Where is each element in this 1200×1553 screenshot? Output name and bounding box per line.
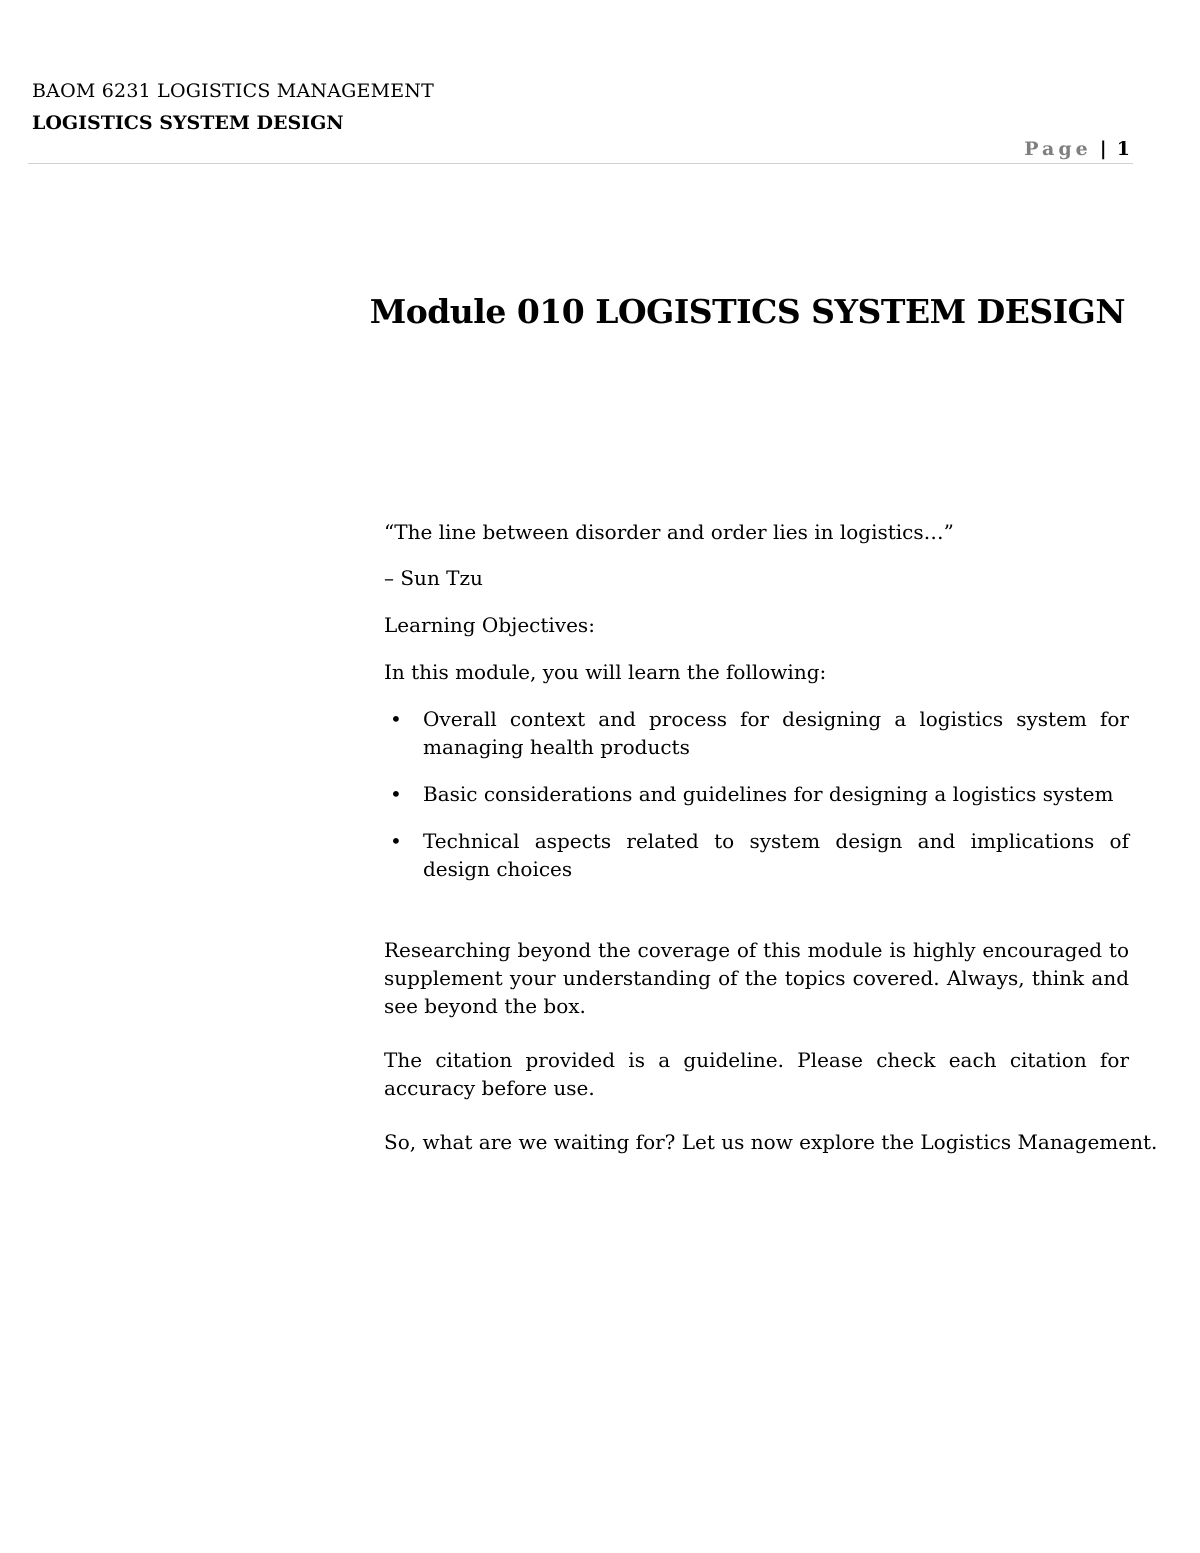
header-course-title: BAOM 6231 LOGISTICS MANAGEMENT [32, 80, 435, 102]
objective-text: Overall context and process for designing a logistics system for managing health products [423, 707, 1129, 759]
module-title: Module 010 LOGISTICS SYSTEM DESIGN [369, 292, 1125, 331]
bullet-icon: • [390, 707, 402, 731]
objective-item [384, 705, 1129, 761]
module-content [384, 518, 1158, 1182]
closing-paragraph: So, what are we waiting for? Let us now explore the Logistics Management. [384, 1130, 1158, 1154]
header-topic-title: LOGISTICS SYSTEM DESIGN [32, 112, 344, 134]
header-divider [28, 163, 1133, 164]
page-number [1024, 138, 1130, 160]
section-spacer [384, 902, 1129, 936]
citation-paragraph: The citation provided is a guideline. Please check each citation for accuracy before use. [384, 1048, 1129, 1100]
objectives-intro: In this module, you will learn the following: [384, 660, 827, 684]
page-separator: | [1099, 138, 1107, 160]
objective-text: Technical aspects related to system design and implications of design choices [423, 829, 1129, 881]
bullet-icon: • [390, 829, 402, 853]
bullet-icon: • [390, 782, 402, 806]
objective-text: Basic considerations and guidelines for designing a logistics system [423, 782, 1114, 806]
objectives-heading: Learning Objectives: [384, 613, 595, 637]
epigraph-author: – Sun Tzu [384, 566, 483, 590]
page-number-value: 1 [1116, 138, 1130, 160]
research-paragraph: Researching beyond the coverage of this module is highly encouraged to supplement your understanding of the topics covered. Always, think and see beyond the box. [384, 938, 1129, 1018]
objectives-list [384, 705, 1129, 883]
epigraph-quote: “The line between disorder and order lies in logistics…” [384, 520, 954, 544]
objective-item [384, 780, 1129, 808]
objective-item [384, 827, 1129, 883]
page-label: Page [1024, 138, 1092, 160]
